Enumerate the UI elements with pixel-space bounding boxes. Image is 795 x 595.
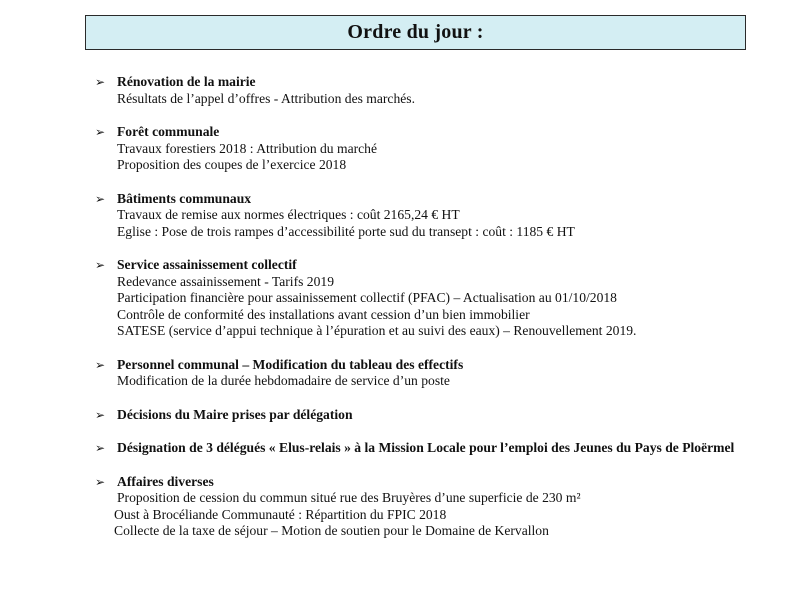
agenda-item-title: Forêt communale [117, 124, 220, 139]
agenda-item-decisions-maire [95, 407, 765, 424]
agenda-list [95, 74, 765, 540]
agenda-item-title: Service assainissement collectif [117, 257, 297, 272]
agenda-item-title: Affaires diverses [117, 473, 214, 489]
agenda-detail-line: Contrôle de conformité des installations avant cession d’un bien immobilier [117, 306, 530, 322]
arrow-right-icon: ➢ [95, 191, 106, 206]
agenda-detail-line: Travaux de remise aux normes électriques : coût 2165,24 € HT [117, 207, 460, 222]
agenda-detail-line: Modification de la durée hebdomadaire de service d’un poste [117, 373, 450, 388]
agenda-item-affaires-diverses [95, 474, 765, 540]
agenda-item-personnel-communal [95, 357, 765, 390]
agenda-item-assainissement [95, 257, 765, 340]
agenda-item-details [114, 490, 765, 540]
agenda-detail-line: Oust à Brocéliande Communauté : Répartition du FPIC 2018 [114, 506, 447, 522]
arrow-right-icon: ➢ [95, 75, 106, 89]
agenda-item-renovation-mairie [95, 74, 765, 107]
page-title: Ordre du jour : [347, 21, 484, 43]
agenda-item-details [117, 91, 765, 108]
agenda-detail-line: Collecte de la taxe de séjour – Motion de soutien pour le Domaine de Kervallon [114, 523, 549, 538]
agenda-detail-line: Résultats de l’appel d’offres - Attribution des marchés. [117, 90, 415, 106]
agenda-detail-line: Travaux forestiers 2018 : Attribution du marché [117, 140, 377, 156]
agenda-title-box [85, 15, 746, 50]
arrow-right-icon: ➢ [95, 125, 106, 139]
agenda-item-details [117, 207, 765, 240]
arrow-right-icon: ➢ [95, 407, 106, 422]
agenda-detail-line: Proposition de cession du commun situé rue des Bruyères d’une superficie de 230 m² [117, 490, 581, 505]
agenda-detail-line: Eglise : Pose de trois rampes d’accessibilité porte sud du transept : coût : 1185 € HT [117, 223, 575, 239]
agenda-item-details [117, 141, 765, 174]
agenda-item-foret-communale [95, 124, 765, 174]
agenda-detail-line: Participation financière pour assainissement collectif (PFAC) – Actualisation au 01/10/2018 [117, 290, 617, 305]
agenda-detail-line: Proposition des coupes de l’exercice 2018 [117, 157, 347, 172]
agenda-item-title: Rénovation de la mairie [117, 74, 256, 89]
arrow-right-icon: ➢ [95, 258, 106, 272]
agenda-item-title: Décisions du Maire prises par délégation [117, 406, 353, 422]
agenda-detail-line: SATESE (service d’appui technique à l’épuration et au suivi des eaux) – Renouvellement 2019. [117, 323, 637, 338]
agenda-item-details [117, 373, 765, 390]
agenda-item-title: Bâtiments communaux [117, 190, 252, 206]
arrow-right-icon: ➢ [95, 474, 106, 489]
agenda-item-title: Désignation de 3 délégués « Elus-relais » à la Mission Locale pour l’emploi des Jeunes du Pays de Ploërmel [117, 440, 735, 455]
agenda-detail-line: Redevance assainissement - Tarifs 2019 [117, 273, 334, 289]
agenda-item-details [117, 274, 765, 340]
agenda-item-title: Personnel communal – Modification du tableau des effectifs [117, 356, 464, 372]
agenda-item-batiments-communaux [95, 191, 765, 241]
arrow-right-icon: ➢ [95, 441, 106, 455]
agenda-item-designation-delegues [95, 440, 765, 457]
arrow-right-icon: ➢ [95, 357, 106, 372]
